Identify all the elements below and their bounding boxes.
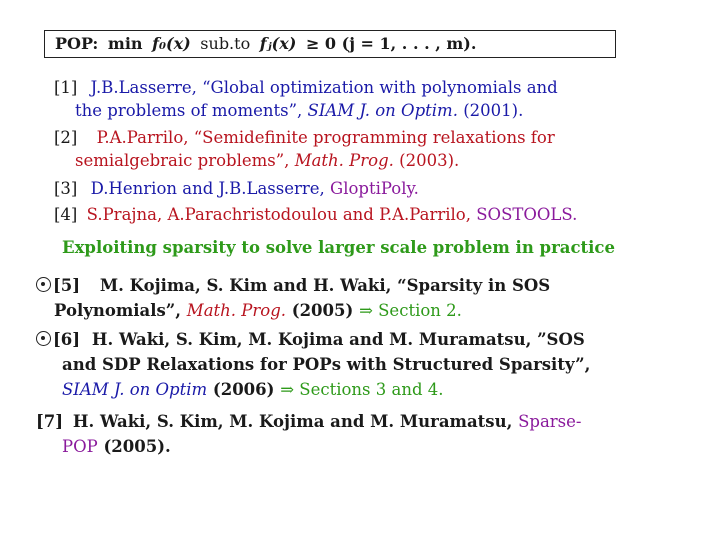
ref-1-line-1: J.B.Lasserre, “Global optimization with polynomials and	[90, 78, 558, 97]
reference-7-cont	[62, 435, 171, 458]
reference-1	[54, 76, 558, 99]
ref-5-section: ⇒ Section 2.	[359, 301, 462, 320]
reference-6-cont-2	[62, 378, 444, 401]
ref-5-line-2: Polynomials”,	[54, 301, 182, 320]
reference-7	[36, 410, 581, 433]
ref-4-authors: S.Prajna, A.Parachristodoulou and P.A.Parrilo,	[86, 205, 471, 224]
ref-5-journal: Math. Prog.	[186, 301, 287, 320]
reference-6	[36, 328, 585, 351]
ref-3-tool: GloptiPoly.	[330, 179, 419, 198]
pop-objective: f₀(x)	[152, 34, 191, 53]
reference-5	[36, 274, 550, 297]
reference-6-cont	[62, 353, 590, 376]
reference-1-cont	[75, 99, 523, 122]
reference-4	[54, 203, 577, 226]
pop-condition: ≥ 0 (j = 1, . . . , m).	[305, 34, 477, 53]
ref-2-journal: Math. Prog.	[294, 151, 394, 170]
ref-7-year: (2005).	[103, 437, 171, 456]
bullet-circle-icon	[36, 331, 51, 346]
ref-6-line-1: H. Waki, S. Kim, M. Kojima and M. Muramatsu, ”SOS	[91, 330, 585, 349]
pop-constraint: fⱼ(x)	[259, 34, 297, 53]
reference-5-cont	[54, 299, 462, 322]
ref-2-line-2: semialgebraic problems”,	[75, 151, 290, 170]
ref-4-tool: SOSTOOLS.	[476, 205, 578, 224]
reference-3	[54, 177, 419, 200]
ref-number: [1]	[54, 78, 78, 97]
ref-1-year: (2001).	[463, 101, 524, 120]
ref-number: [2]	[54, 128, 78, 147]
ref-6-section: ⇒ Sections 3 and 4.	[280, 380, 444, 399]
pop-label: POP:	[55, 34, 99, 53]
section-heading: Exploiting sparsity to solve larger scale problem in practice	[62, 238, 615, 257]
bullet-circle-icon	[36, 277, 51, 292]
ref-number: [5]	[53, 276, 81, 295]
ref-3-authors: D.Henrion and J.B.Lasserre,	[90, 179, 325, 198]
ref-5-year: (2005)	[291, 301, 354, 320]
pop-subto: sub.to	[200, 34, 251, 53]
ref-5-line-1: M. Kojima, S. Kim and H. Waki, “Sparsity in SOS	[99, 276, 551, 295]
ref-7-tool-cont: POP	[62, 437, 98, 456]
ref-2-year: (2003).	[399, 151, 460, 170]
ref-1-journal: SIAM J. on Optim.	[307, 101, 458, 120]
pop-definition-box	[44, 30, 616, 58]
ref-6-line-2: and SDP Relaxations for POPs with Structured Sparsity”,	[62, 355, 591, 374]
ref-6-journal: SIAM J. on Optim	[62, 380, 208, 399]
ref-number: [6]	[53, 330, 81, 349]
reference-2	[54, 126, 555, 149]
ref-1-line-2: the problems of moments”,	[75, 101, 303, 120]
ref-number: [7]	[36, 412, 64, 431]
pop-min: min	[107, 34, 143, 53]
ref-7-authors: H. Waki, S. Kim, M. Kojima and M. Muramatsu,	[72, 412, 513, 431]
reference-2-cont	[75, 149, 459, 172]
ref-6-year: (2006)	[212, 380, 275, 399]
ref-7-tool: Sparse-	[518, 412, 582, 431]
ref-2-line-1: P.A.Parrilo, “Semidefinite programming relaxations for	[96, 128, 555, 147]
ref-number: [4]	[54, 205, 78, 224]
ref-number: [3]	[54, 179, 78, 198]
